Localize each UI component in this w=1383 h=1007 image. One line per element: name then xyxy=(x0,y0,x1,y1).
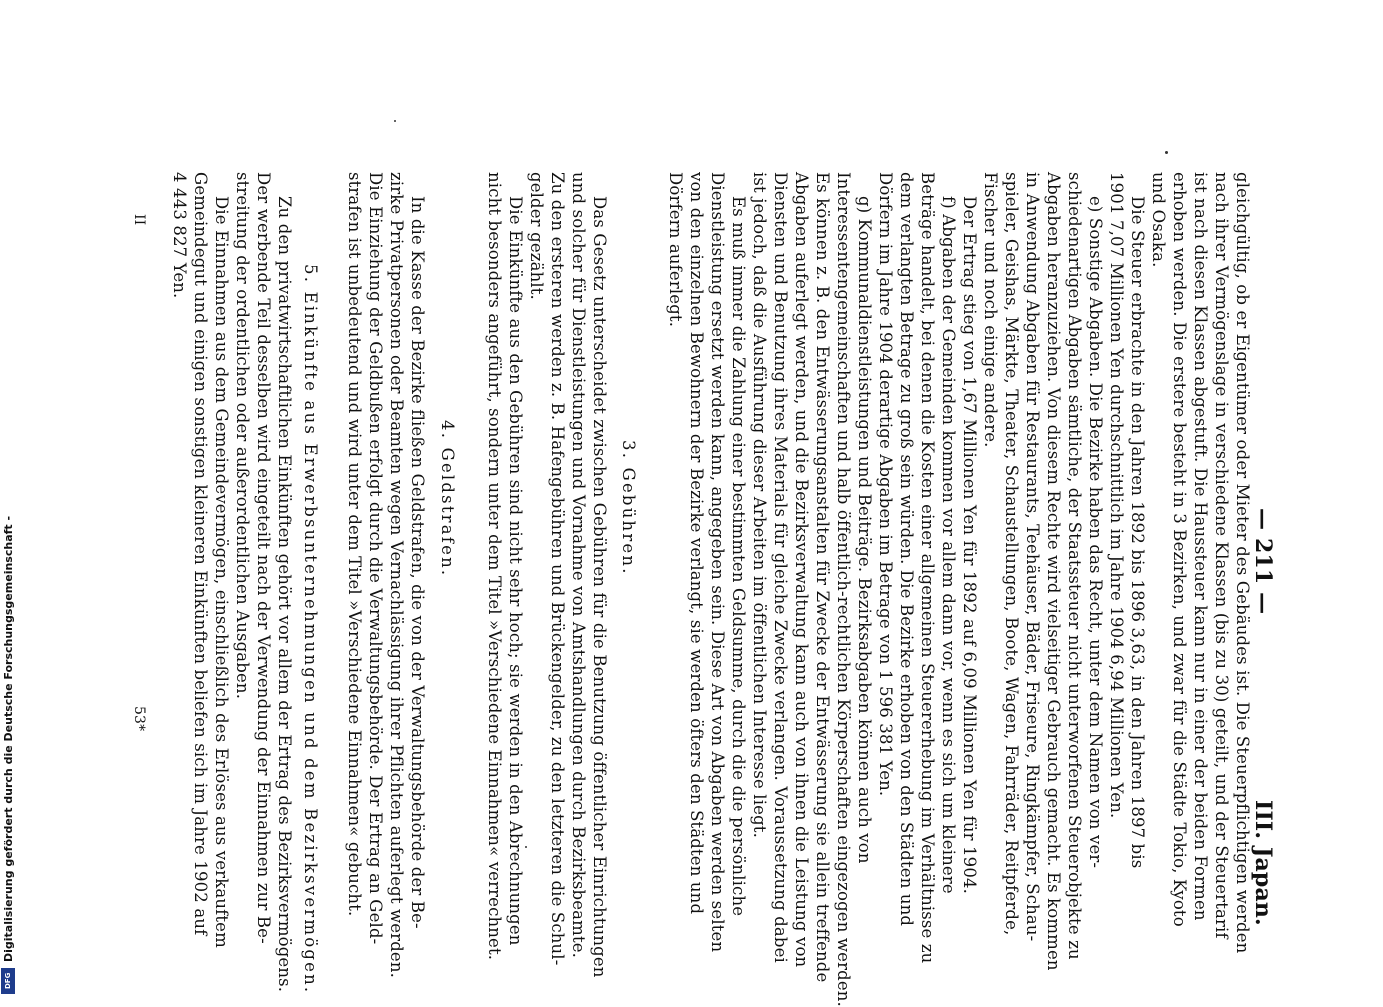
text-line: Zu den ersteren werden z. B. Hafengebühren und Brückengelder, zu den letzteren die Schul- xyxy=(548,172,567,966)
text-line: schiedenartigen Abgaben sämtliche, der Staatssteuer nicht unterworfenen Steuerobjekte zu xyxy=(1065,172,1084,960)
text-line: Die Einziehung der Geldbußen erfolgt durch die Verwaltungsbehörde. Der Ertrag an Geld- xyxy=(366,172,385,945)
text-line: in Anwendung Abgaben für Restaurants, Teehäuser, Bäder, Friseure, Ringkämpfer, Schau- xyxy=(1023,172,1042,942)
dfg-logo-icon: DFG xyxy=(1,968,15,994)
signature-mark: II xyxy=(131,214,147,226)
text-line: gelder gezählt. xyxy=(527,172,546,300)
text-line: und solcher für Dienstleistungen und Vornahme von Amtshandlungen durch Bezirksbeamte. xyxy=(569,172,588,959)
text-line: erhoben werden. Die erstere besteht in 3 Bezirken, und zwar für die Städte Tokio, Kyoto xyxy=(1170,172,1189,927)
text-line: g) Kommunaldienstleistungen und Beiträge. Bezirksabgaben können auch von xyxy=(855,196,874,864)
text-line: Gemeindegut und einigen sonstigen kleineren Einkünften beliefen sich im Jahre 1902 auf xyxy=(191,172,210,936)
text-line: Es muß immer die Zahlung einer bestimmten Geldsumme, durch die die persönliche xyxy=(729,196,748,917)
text-line: Es können z. B. den Entwässerungsanstalten für Zwecke der Entwässerung sie allein treffende xyxy=(813,172,832,983)
scan-speck xyxy=(1165,151,1168,154)
section-heading: 4. Geldstrafen. xyxy=(438,420,457,578)
text-line: dem verlangten Betrage zu groß sein würden. Die Bezirke erhoben von den Städten und xyxy=(897,172,916,927)
text-line: Dienstleistung ersetzt werden kann, angegeben sein. Diese Art von Abgaben werden selten xyxy=(708,172,727,953)
text-line: streitung der ordentlichen oder außerordentlichen Ausgaben. xyxy=(233,172,252,700)
text-line: Beträge handelt, bei denen die Kosten einer allgemeinen Steuererhebung im Verhältnisse zu xyxy=(918,172,937,964)
text-line: Diensten und Benutzung ihres Materials für gleiche Zwecke verlangen. Voraussetzung dabei xyxy=(771,172,790,963)
text-line: Der werbende Teil desselben wird eingeteilt nach der Verwendung der Einnahmen zur Be- xyxy=(254,172,273,944)
text-line: Die Einnahmen aus dem Gemeindevermögen, einschließlich des Erlöses aus verkauftem xyxy=(212,196,231,948)
text-line: Die Steuer erbrachte in den Jahren 1892 bis 1896 3,63, in den Jahren 1897 bis xyxy=(1128,196,1147,869)
text-line: ist nach diesen Klassen abgestuft. Die Haussteuer kann nur in einer der beiden Formen xyxy=(1191,172,1210,921)
text-line: Zu den privatwirtschaftlichen Einkünften gehört vor allem der Ertrag des Bezirksvermögens. xyxy=(275,196,294,993)
text-line: gleichgültig, ob er Eigentümer oder Mieter des Gebäudes ist. Die Steuerpflichtigen werden xyxy=(1233,172,1252,954)
text-line: Dörfern im Jahre 1904 derartige Abgaben im Betrage von 1 596 381 Yen. xyxy=(876,172,895,797)
text-line: Abgaben auferlegt werden, und die Bezirksverwaltung kann auch von ihnen die Leistung von xyxy=(792,172,811,968)
text-line: Abgaben heranzuziehen. Von diesem Rechte wird vielseitiger Gebrauch gemacht. Es kommen xyxy=(1044,172,1063,971)
text-line: zirke Privatpersonen oder Beamten wegen Vernachlässigung ihrer Pflichten auferlegt werden. xyxy=(387,172,406,979)
text-line: von den einzelnen Bewohnern der Bezirke verlangt, sie werden öfters den Städten und xyxy=(687,172,706,915)
text-line: Das Gesetz unterscheidet zwischen Gebühren für die Benutzung öffentlicher Einrichtungen xyxy=(590,196,609,978)
text-line: Interessentengemeinschaften und halb öffentlich-rechtlichen Körperschaften eingezogen werden. xyxy=(834,172,853,1007)
text-line: ist jedoch, daß die Ausführung dieser Arbeiten im öffentlichen Interesse liegt. xyxy=(750,172,769,838)
text-line: e) Sonstige Abgaben. Die Bezirke haben das Recht, unter dem Namen von ver- xyxy=(1086,196,1105,869)
text-line: nicht besonders angeführt, sondern unter dem Titel »Verschiedene Einnahmen« verrechnet. xyxy=(485,172,504,961)
page-number: — 211 — xyxy=(1250,508,1276,615)
scan-speck xyxy=(394,120,396,122)
section-heading: 5. Einkünfte aus Erwerbsunternehmungen und dem Bezirksvermögen. xyxy=(301,264,320,995)
text-line: Fischer und noch einige andere. xyxy=(981,172,1000,448)
text-line: nach ihrer Vermögenslage in verschiedene Klassen (bis zu 30) geteilt, und der Steuertarif xyxy=(1212,172,1231,939)
running-title: III. Japan. xyxy=(1250,800,1276,926)
text-line: spieler, Geishas, Märkte, Theater, Schaustellungen, Boote, Wagen, Fahrräder, Reitpferde, xyxy=(1002,172,1021,936)
scan-speck xyxy=(525,846,527,848)
text-line: 1901 7,07 Millionen Yen durchschnittlich im Jahre 1904 6,94 Millionen Yen. xyxy=(1107,172,1126,819)
text-line: In die Kasse der Bezirke fließen Geldstrafen, die von der Verwaltungsbehörde der Be- xyxy=(408,196,427,929)
digitization-credit: Digitalisierung gefördert durch die Deutsche Forschungsgemeinschaft - xyxy=(2,515,15,962)
text-line: 4 443 827 Yen. xyxy=(170,172,189,299)
text-line: strafen ist unbedeutend und wird unter dem Titel »Verschiedene Einnahmen« gebucht. xyxy=(345,172,364,917)
text-line: und Osaka. xyxy=(1149,172,1168,268)
section-heading: 3. Gebühren. xyxy=(619,440,638,576)
text-line: Dörfern auferlegt. xyxy=(666,172,685,328)
text-line: Die Einkünfte aus den Gebühren sind nicht sehr hoch; sie werden in den Abrechnungen xyxy=(506,196,525,946)
sheet-mark: 53* xyxy=(131,706,147,732)
text-line: f) Abgaben der Gemeinden kommen vor allem dann vor, wenn es sich um kleinere xyxy=(939,196,958,894)
text-line: Der Ertrag stieg von 1,67 Millionen Yen für 1892 auf 6,09 Millionen Yen für 1904. xyxy=(960,196,979,895)
